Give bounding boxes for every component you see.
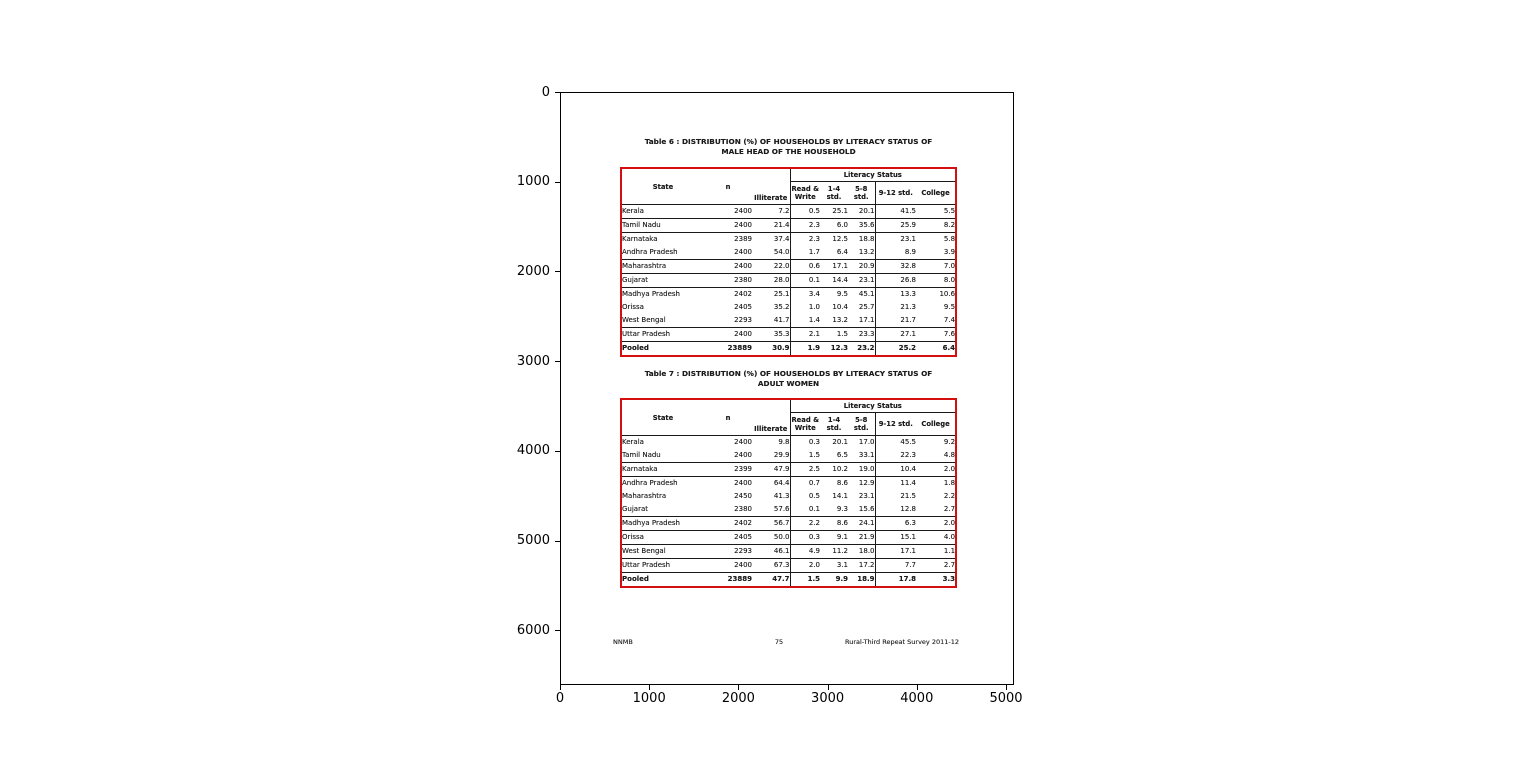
value-cell: 2400 bbox=[734, 438, 752, 446]
value-cell: 23.1 bbox=[848, 274, 875, 288]
value-cell: 14.4 bbox=[820, 274, 848, 288]
x-tick-label: 2000 bbox=[721, 691, 755, 706]
value-cell: 1.1 bbox=[916, 545, 955, 559]
value-cell: 19.0 bbox=[848, 463, 875, 477]
col-header-state: State bbox=[652, 182, 674, 191]
value-cell: 33.1 bbox=[848, 449, 875, 463]
table6-title-line2: MALE HEAD OF THE HOUSEHOLD bbox=[721, 147, 856, 156]
value-cell: 1.5 bbox=[790, 449, 820, 463]
value-cell: 5.5 bbox=[916, 205, 955, 219]
table-row bbox=[622, 219, 955, 233]
table7 bbox=[620, 398, 957, 588]
value-cell: 7.4 bbox=[916, 314, 955, 328]
value-cell: 21.3 bbox=[875, 301, 916, 314]
col-header-college: College bbox=[921, 420, 950, 428]
value-cell: 8.6 bbox=[820, 517, 848, 531]
value-cell: 22.3 bbox=[875, 449, 916, 463]
value-cell: 32.8 bbox=[875, 260, 916, 274]
value-cell: 1.7 bbox=[790, 246, 820, 260]
value-cell: 12.9 bbox=[858, 479, 875, 487]
value-cell: 25.9 bbox=[875, 219, 916, 233]
col-header-state: State bbox=[652, 413, 674, 422]
value-cell: 2.3 bbox=[790, 233, 820, 247]
table-row bbox=[622, 314, 955, 328]
value-cell: 6.5 bbox=[820, 449, 848, 463]
state-cell: Karnataka bbox=[622, 463, 704, 477]
y-tick-label: 5000 bbox=[516, 533, 550, 548]
value-cell: 45.5 bbox=[875, 436, 916, 450]
value-cell: 64.4 bbox=[773, 479, 790, 487]
table-row bbox=[622, 288, 955, 302]
value-cell: 2405 bbox=[704, 531, 752, 545]
col-header-illiterate: Illiterate bbox=[754, 194, 788, 202]
table6-grid bbox=[622, 169, 955, 355]
value-cell: 21.7 bbox=[875, 314, 916, 328]
value-cell: 7.7 bbox=[875, 559, 916, 573]
table-row bbox=[622, 545, 955, 559]
value-cell: 0.7 bbox=[790, 477, 820, 491]
table-row-pooled bbox=[622, 573, 955, 587]
value-cell: 25.2 bbox=[875, 342, 916, 356]
table-row bbox=[622, 233, 955, 247]
state-cell: Maharashtra bbox=[622, 260, 704, 274]
table-row bbox=[622, 490, 955, 503]
y-tick-label: 4000 bbox=[516, 443, 550, 459]
value-cell: 57.6 bbox=[752, 503, 790, 517]
col-header-illiterate: Illiterate bbox=[754, 425, 788, 433]
table-row bbox=[622, 246, 955, 260]
value-cell: 2402 bbox=[704, 517, 752, 531]
value-cell: 13.2 bbox=[848, 246, 875, 260]
value-cell: 24.1 bbox=[848, 517, 875, 531]
value-cell: 10.6 bbox=[939, 290, 956, 298]
value-cell: 4.9 bbox=[790, 545, 820, 559]
value-cell: 6.3 bbox=[875, 517, 916, 531]
value-cell: 17.2 bbox=[848, 559, 875, 573]
value-cell: 50.0 bbox=[752, 531, 790, 545]
value-cell: 20.9 bbox=[848, 260, 875, 274]
value-cell: 1.0 bbox=[790, 301, 820, 314]
value-cell: 17.1 bbox=[848, 314, 875, 328]
table-row bbox=[622, 274, 955, 288]
value-cell: 23.1 bbox=[858, 492, 875, 500]
footer-right: Rural-Third Repeat Survey 2011-12 bbox=[845, 638, 959, 646]
plot-frame bbox=[560, 92, 1014, 685]
footer-left: NNMB bbox=[613, 638, 633, 646]
group-header-literacy-status: Literacy Status bbox=[790, 400, 955, 413]
value-cell: 25.1 bbox=[773, 290, 790, 298]
x-tick-mark bbox=[560, 685, 561, 690]
value-cell: 2293 bbox=[704, 545, 752, 559]
state-cell: West Bengal bbox=[622, 545, 704, 559]
table-row bbox=[622, 477, 955, 491]
state-cell: Orissa bbox=[622, 303, 644, 311]
table-row bbox=[622, 449, 955, 463]
value-cell: 47.7 bbox=[772, 575, 790, 583]
value-cell: 41.3 bbox=[773, 492, 790, 500]
table-row-pooled bbox=[622, 342, 955, 356]
value-cell: 2400 bbox=[704, 219, 752, 233]
value-cell: 2380 bbox=[704, 503, 752, 517]
value-cell: 20.1 bbox=[832, 438, 848, 446]
value-cell: 30.9 bbox=[772, 344, 790, 352]
x-tick-label: 4000 bbox=[900, 691, 934, 706]
value-cell: 8.0 bbox=[916, 274, 955, 288]
col-header-read-write: Read & Write bbox=[790, 182, 820, 205]
y-tick-label: 1000 bbox=[516, 174, 550, 190]
table7-grid bbox=[622, 400, 955, 586]
value-cell: 1.8 bbox=[943, 479, 956, 487]
value-cell: 2.2 bbox=[943, 492, 956, 500]
value-cell: 10.4 bbox=[832, 303, 848, 311]
value-cell: 2.0 bbox=[916, 517, 955, 531]
value-cell: 9.9 bbox=[835, 575, 848, 583]
x-tick-label: 0 bbox=[555, 691, 565, 706]
value-cell: 21.4 bbox=[752, 219, 790, 233]
value-cell: 17.1 bbox=[820, 260, 848, 274]
value-cell: 3.1 bbox=[820, 559, 848, 573]
state-cell: West Bengal bbox=[622, 314, 704, 328]
value-cell: 4.8 bbox=[916, 449, 955, 463]
col-header-n: n bbox=[725, 413, 731, 422]
value-cell: 2400 bbox=[704, 449, 752, 463]
y-tick-label: 3000 bbox=[516, 353, 550, 369]
table-row bbox=[622, 517, 955, 531]
value-cell: 18.0 bbox=[848, 545, 875, 559]
value-cell: 0.1 bbox=[790, 274, 820, 288]
value-cell: 1.5 bbox=[820, 328, 848, 342]
value-cell: 2389 bbox=[734, 235, 752, 243]
value-cell: 3.4 bbox=[790, 288, 820, 302]
state-cell: Madhya Pradesh bbox=[622, 290, 680, 298]
value-cell: 13.2 bbox=[820, 314, 848, 328]
value-cell: 5.8 bbox=[943, 235, 956, 243]
value-cell: 41.7 bbox=[752, 314, 790, 328]
value-cell: 23.1 bbox=[875, 233, 916, 247]
value-cell: 9.3 bbox=[820, 503, 848, 517]
value-cell: 23889 bbox=[727, 344, 752, 352]
table7-title bbox=[620, 369, 957, 389]
value-cell: 21.5 bbox=[875, 490, 916, 503]
x-tick-mark bbox=[649, 685, 650, 690]
value-cell: 29.9 bbox=[752, 449, 790, 463]
value-cell: 11.4 bbox=[875, 477, 916, 491]
value-cell: 2293 bbox=[704, 314, 752, 328]
col-header-9-12-std: 9-12 std. bbox=[875, 413, 916, 436]
col-header-1-4-std: 1-4 std. bbox=[826, 416, 842, 432]
state-cell: Tamil Nadu bbox=[622, 449, 704, 463]
y-tick-label: 2000 bbox=[516, 263, 550, 279]
value-cell: 25.1 bbox=[820, 205, 848, 219]
value-cell: 0.6 bbox=[790, 260, 820, 274]
value-cell: 8.6 bbox=[836, 479, 848, 487]
value-cell: 2400 bbox=[704, 559, 752, 573]
x-tick-label: 1000 bbox=[632, 691, 666, 706]
value-cell: 2400 bbox=[704, 328, 752, 342]
value-cell: 46.1 bbox=[752, 545, 790, 559]
col-header-9-12-std: 9-12 std. bbox=[875, 182, 916, 205]
state-cell: Andhra Pradesh bbox=[622, 246, 704, 260]
y-tick-label: 6000 bbox=[516, 622, 550, 638]
value-cell: 7.6 bbox=[916, 328, 955, 342]
value-cell: 54.0 bbox=[752, 246, 790, 260]
table7-title-line2: ADULT WOMEN bbox=[757, 379, 820, 388]
state-cell: Uttar Pradesh bbox=[622, 559, 704, 573]
value-cell: 47.9 bbox=[752, 463, 790, 477]
x-tick-mark bbox=[738, 685, 739, 690]
value-cell: 28.0 bbox=[752, 274, 790, 288]
value-cell: 12.3 bbox=[830, 344, 848, 352]
value-cell: 14.1 bbox=[832, 492, 848, 500]
value-cell: 3.9 bbox=[916, 246, 955, 260]
value-cell: 15.1 bbox=[875, 531, 916, 545]
value-cell: 1.4 bbox=[790, 314, 820, 328]
value-cell: 2.7 bbox=[916, 503, 955, 517]
group-header-literacy-status: Literacy Status bbox=[790, 169, 955, 182]
value-cell: 0.5 bbox=[790, 205, 820, 219]
value-cell: 22.0 bbox=[752, 260, 790, 274]
value-cell: 2400 bbox=[704, 260, 752, 274]
value-cell: 2.7 bbox=[916, 559, 955, 573]
value-cell: 6.0 bbox=[820, 219, 848, 233]
value-cell: 27.1 bbox=[875, 328, 916, 342]
state-cell: Uttar Pradesh bbox=[622, 328, 704, 342]
value-cell: 2.0 bbox=[790, 559, 820, 573]
value-cell: 0.5 bbox=[790, 490, 820, 503]
value-cell: 35.3 bbox=[752, 328, 790, 342]
value-cell: 9.5 bbox=[943, 303, 956, 311]
value-cell: 6.4 bbox=[820, 246, 848, 260]
state-cell: Tamil Nadu bbox=[622, 219, 704, 233]
value-cell: 0.3 bbox=[790, 436, 820, 450]
value-cell: 2450 bbox=[734, 492, 752, 500]
y-tick-label: 0 bbox=[541, 84, 550, 100]
col-header-n: n bbox=[725, 182, 731, 191]
state-cell: Karnataka bbox=[622, 235, 658, 243]
value-cell: 2405 bbox=[734, 303, 752, 311]
value-cell: 17.8 bbox=[875, 573, 916, 587]
x-tick-mark bbox=[828, 685, 829, 690]
value-cell: 56.7 bbox=[752, 517, 790, 531]
value-cell: 67.3 bbox=[752, 559, 790, 573]
value-cell: 18.8 bbox=[858, 235, 875, 243]
value-cell: 0.1 bbox=[790, 503, 820, 517]
state-cell: Madhya Pradesh bbox=[622, 517, 704, 531]
value-cell: 1.9 bbox=[790, 342, 820, 356]
col-header-1-4-std: 1-4 std. bbox=[826, 185, 842, 201]
col-header-5-8-std: 5-8 std. bbox=[853, 416, 869, 432]
value-cell: 25.7 bbox=[858, 303, 875, 311]
value-cell: 2402 bbox=[734, 290, 752, 298]
table-row bbox=[622, 436, 955, 450]
value-cell: 26.8 bbox=[875, 274, 916, 288]
value-cell: 17.1 bbox=[875, 545, 916, 559]
value-cell: 1.5 bbox=[790, 573, 820, 587]
table6-title-line1: Table 6 : DISTRIBUTION (%) OF HOUSEHOLDS BY LITERACY STATUS OF bbox=[644, 137, 933, 146]
value-cell: 7.2 bbox=[752, 205, 790, 219]
state-cell: Pooled bbox=[622, 575, 649, 583]
table-row bbox=[622, 463, 955, 477]
value-cell: 2.0 bbox=[916, 463, 955, 477]
value-cell: 2400 bbox=[704, 246, 752, 260]
state-cell: Gujarat bbox=[622, 274, 704, 288]
table-row bbox=[622, 559, 955, 573]
x-tick-mark bbox=[1006, 685, 1007, 690]
value-cell: 37.4 bbox=[773, 235, 790, 243]
value-cell: 2400 bbox=[734, 479, 752, 487]
value-cell: 12.5 bbox=[832, 235, 848, 243]
x-tick-mark bbox=[917, 685, 918, 690]
table7-title-line1: Table 7 : DISTRIBUTION (%) OF HOUSEHOLDS BY LITERACY STATUS OF bbox=[644, 369, 933, 378]
value-cell: 41.5 bbox=[875, 205, 916, 219]
value-cell: 11.2 bbox=[820, 545, 848, 559]
value-cell: 45.1 bbox=[858, 290, 875, 298]
value-cell: 2.5 bbox=[790, 463, 820, 477]
value-cell: 7.0 bbox=[916, 260, 955, 274]
value-cell: 18.9 bbox=[857, 575, 875, 583]
value-cell: 2.1 bbox=[790, 328, 820, 342]
state-cell: Maharashtra bbox=[622, 492, 667, 500]
value-cell: 8.9 bbox=[875, 246, 916, 260]
value-cell: 20.1 bbox=[848, 205, 875, 219]
value-cell: 2400 bbox=[704, 205, 752, 219]
value-cell: 9.5 bbox=[836, 290, 848, 298]
value-cell: 2399 bbox=[704, 463, 752, 477]
col-header-college: College bbox=[921, 189, 950, 197]
value-cell: 13.3 bbox=[875, 288, 916, 302]
table-row bbox=[622, 205, 955, 219]
value-cell: 23889 bbox=[727, 575, 752, 583]
value-cell: 8.2 bbox=[916, 219, 955, 233]
value-cell: 9.2 bbox=[943, 438, 956, 446]
table6-title bbox=[620, 137, 957, 157]
value-cell: 15.6 bbox=[848, 503, 875, 517]
value-cell: 10.4 bbox=[875, 463, 916, 477]
x-tick-label: 3000 bbox=[811, 691, 845, 706]
value-cell: 35.6 bbox=[848, 219, 875, 233]
state-cell: Gujarat bbox=[622, 503, 704, 517]
value-cell: 10.2 bbox=[820, 463, 848, 477]
col-header-5-8-std: 5-8 std. bbox=[853, 185, 869, 201]
value-cell: 2380 bbox=[704, 274, 752, 288]
value-cell: 23.3 bbox=[848, 328, 875, 342]
state-cell: Kerala bbox=[622, 438, 644, 446]
value-cell: 9.1 bbox=[820, 531, 848, 545]
table6 bbox=[620, 167, 957, 357]
state-cell: Kerala bbox=[622, 205, 704, 219]
value-cell: 0.3 bbox=[790, 531, 820, 545]
x-tick-label: 5000 bbox=[989, 691, 1023, 706]
col-header-read-write: Read & Write bbox=[790, 413, 820, 436]
state-cell: Orissa bbox=[622, 531, 704, 545]
value-cell: 2.2 bbox=[790, 517, 820, 531]
value-cell: 21.9 bbox=[848, 531, 875, 545]
value-cell: 3.3 bbox=[942, 575, 956, 583]
value-cell: 9.8 bbox=[778, 438, 790, 446]
table-row bbox=[622, 531, 955, 545]
table-row bbox=[622, 301, 955, 314]
value-cell: 6.4 bbox=[942, 344, 956, 352]
state-cell: Andhra Pradesh bbox=[622, 479, 678, 487]
table-row bbox=[622, 260, 955, 274]
value-cell: 35.2 bbox=[773, 303, 790, 311]
value-cell: 12.8 bbox=[875, 503, 916, 517]
table-row bbox=[622, 503, 955, 517]
value-cell: 4.0 bbox=[916, 531, 955, 545]
value-cell: 23.2 bbox=[857, 344, 875, 352]
value-cell: 2.3 bbox=[790, 219, 820, 233]
table-row bbox=[622, 328, 955, 342]
state-cell: Pooled bbox=[622, 344, 649, 352]
footer-page-number: 75 bbox=[774, 638, 784, 646]
value-cell: 17.0 bbox=[858, 438, 875, 446]
